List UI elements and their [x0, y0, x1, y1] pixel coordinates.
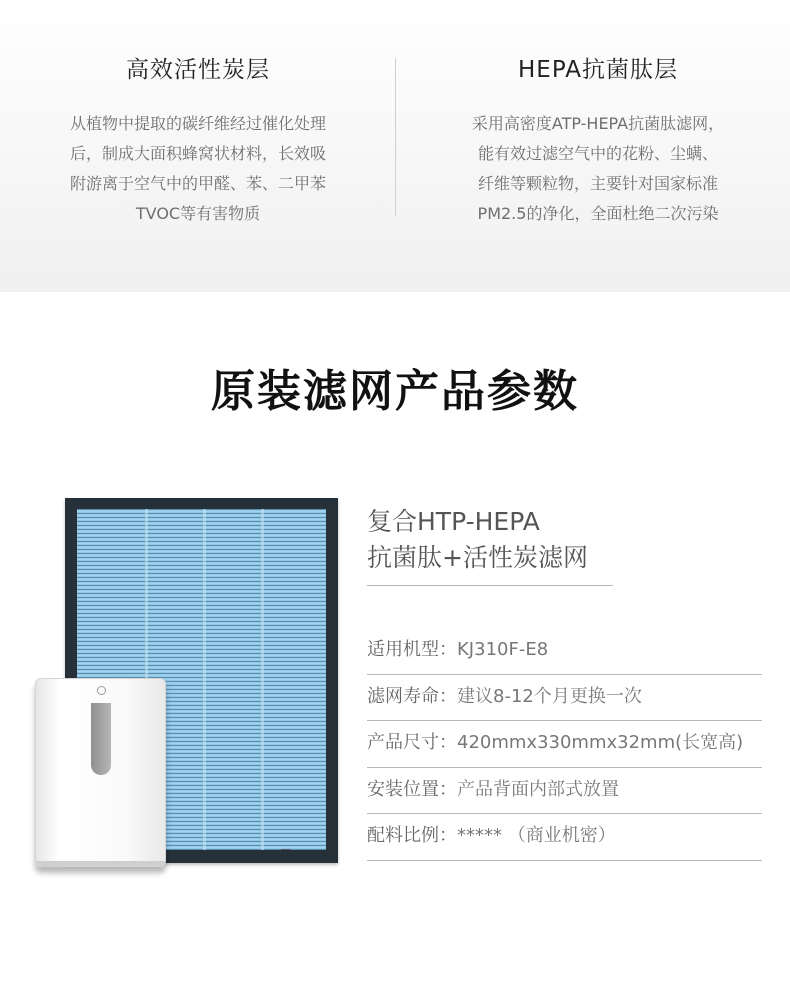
hepa-layer-title: HEPA抗菌肽层	[518, 57, 678, 83]
product-name-line: 抗菌肽+活性炭滤网	[367, 543, 588, 572]
filter-rib	[203, 509, 206, 850]
spec-row-lifespan	[367, 675, 762, 722]
hepa-layer-block	[418, 55, 778, 229]
spec-list	[367, 628, 762, 861]
spec-row-size	[367, 721, 762, 768]
carbon-desc-line: 后，制成大面积蜂窝状材料，长效吸	[69, 144, 326, 163]
spec-value: KJ310F-E8	[457, 639, 549, 660]
purifier-logo-icon	[97, 686, 106, 695]
spec-value: 建议8-12个月更换一次	[457, 685, 642, 707]
carbon-layer-title: 高效活性炭层	[126, 57, 270, 83]
spec-value: 420mmx330mmx32mm(长宽高)	[457, 732, 744, 753]
air-purifier-image	[35, 678, 166, 867]
layer-intro-section	[0, 0, 790, 292]
spec-row-model	[367, 628, 762, 675]
vertical-divider	[395, 58, 396, 216]
filter-label-tag	[281, 849, 290, 850]
carbon-layer-description	[18, 109, 378, 229]
hepa-desc-line: 采用高密度ATP-HEPA抗菌肽滤网，	[471, 114, 725, 133]
spec-label: 配料比例：	[367, 825, 457, 846]
spec-row-install	[367, 768, 762, 815]
spec-value: ***** （商业机密）	[457, 825, 616, 846]
spec-label: 滤网寿命：	[367, 685, 457, 707]
carbon-layer-block	[18, 55, 378, 229]
filter-rib	[261, 509, 264, 850]
spec-value: 产品背面内部式放置	[457, 778, 619, 800]
spec-row-ratio	[367, 814, 762, 861]
hepa-layer-description	[418, 109, 778, 229]
product-name	[367, 504, 588, 576]
carbon-desc-line: TVOC等有害物质	[135, 204, 261, 223]
spec-label: 适用机型：	[367, 639, 457, 660]
spec-label: 产品尺寸：	[367, 732, 457, 753]
carbon-desc-line: 从植物中提取的碳纤维经过催化处理	[69, 114, 326, 133]
section-title: 原装滤网产品参数	[211, 366, 579, 417]
hepa-desc-line: PM2.5的净化，全面杜绝二次污染	[477, 204, 719, 223]
product-name-line: 复合HTP-HEPA	[367, 507, 540, 536]
hepa-desc-line: 能有效过滤空气中的花粉、尘螨、	[477, 144, 718, 163]
product-name-divider	[367, 585, 613, 586]
hepa-desc-line: 纤维等颗粒物，主要针对国家标准	[477, 174, 718, 193]
spec-label: 安装位置：	[367, 778, 457, 800]
purifier-display-strip	[91, 703, 111, 775]
carbon-desc-line: 附游离于空气中的甲醛、苯、二甲苯	[69, 174, 326, 193]
purifier-base	[36, 861, 165, 866]
